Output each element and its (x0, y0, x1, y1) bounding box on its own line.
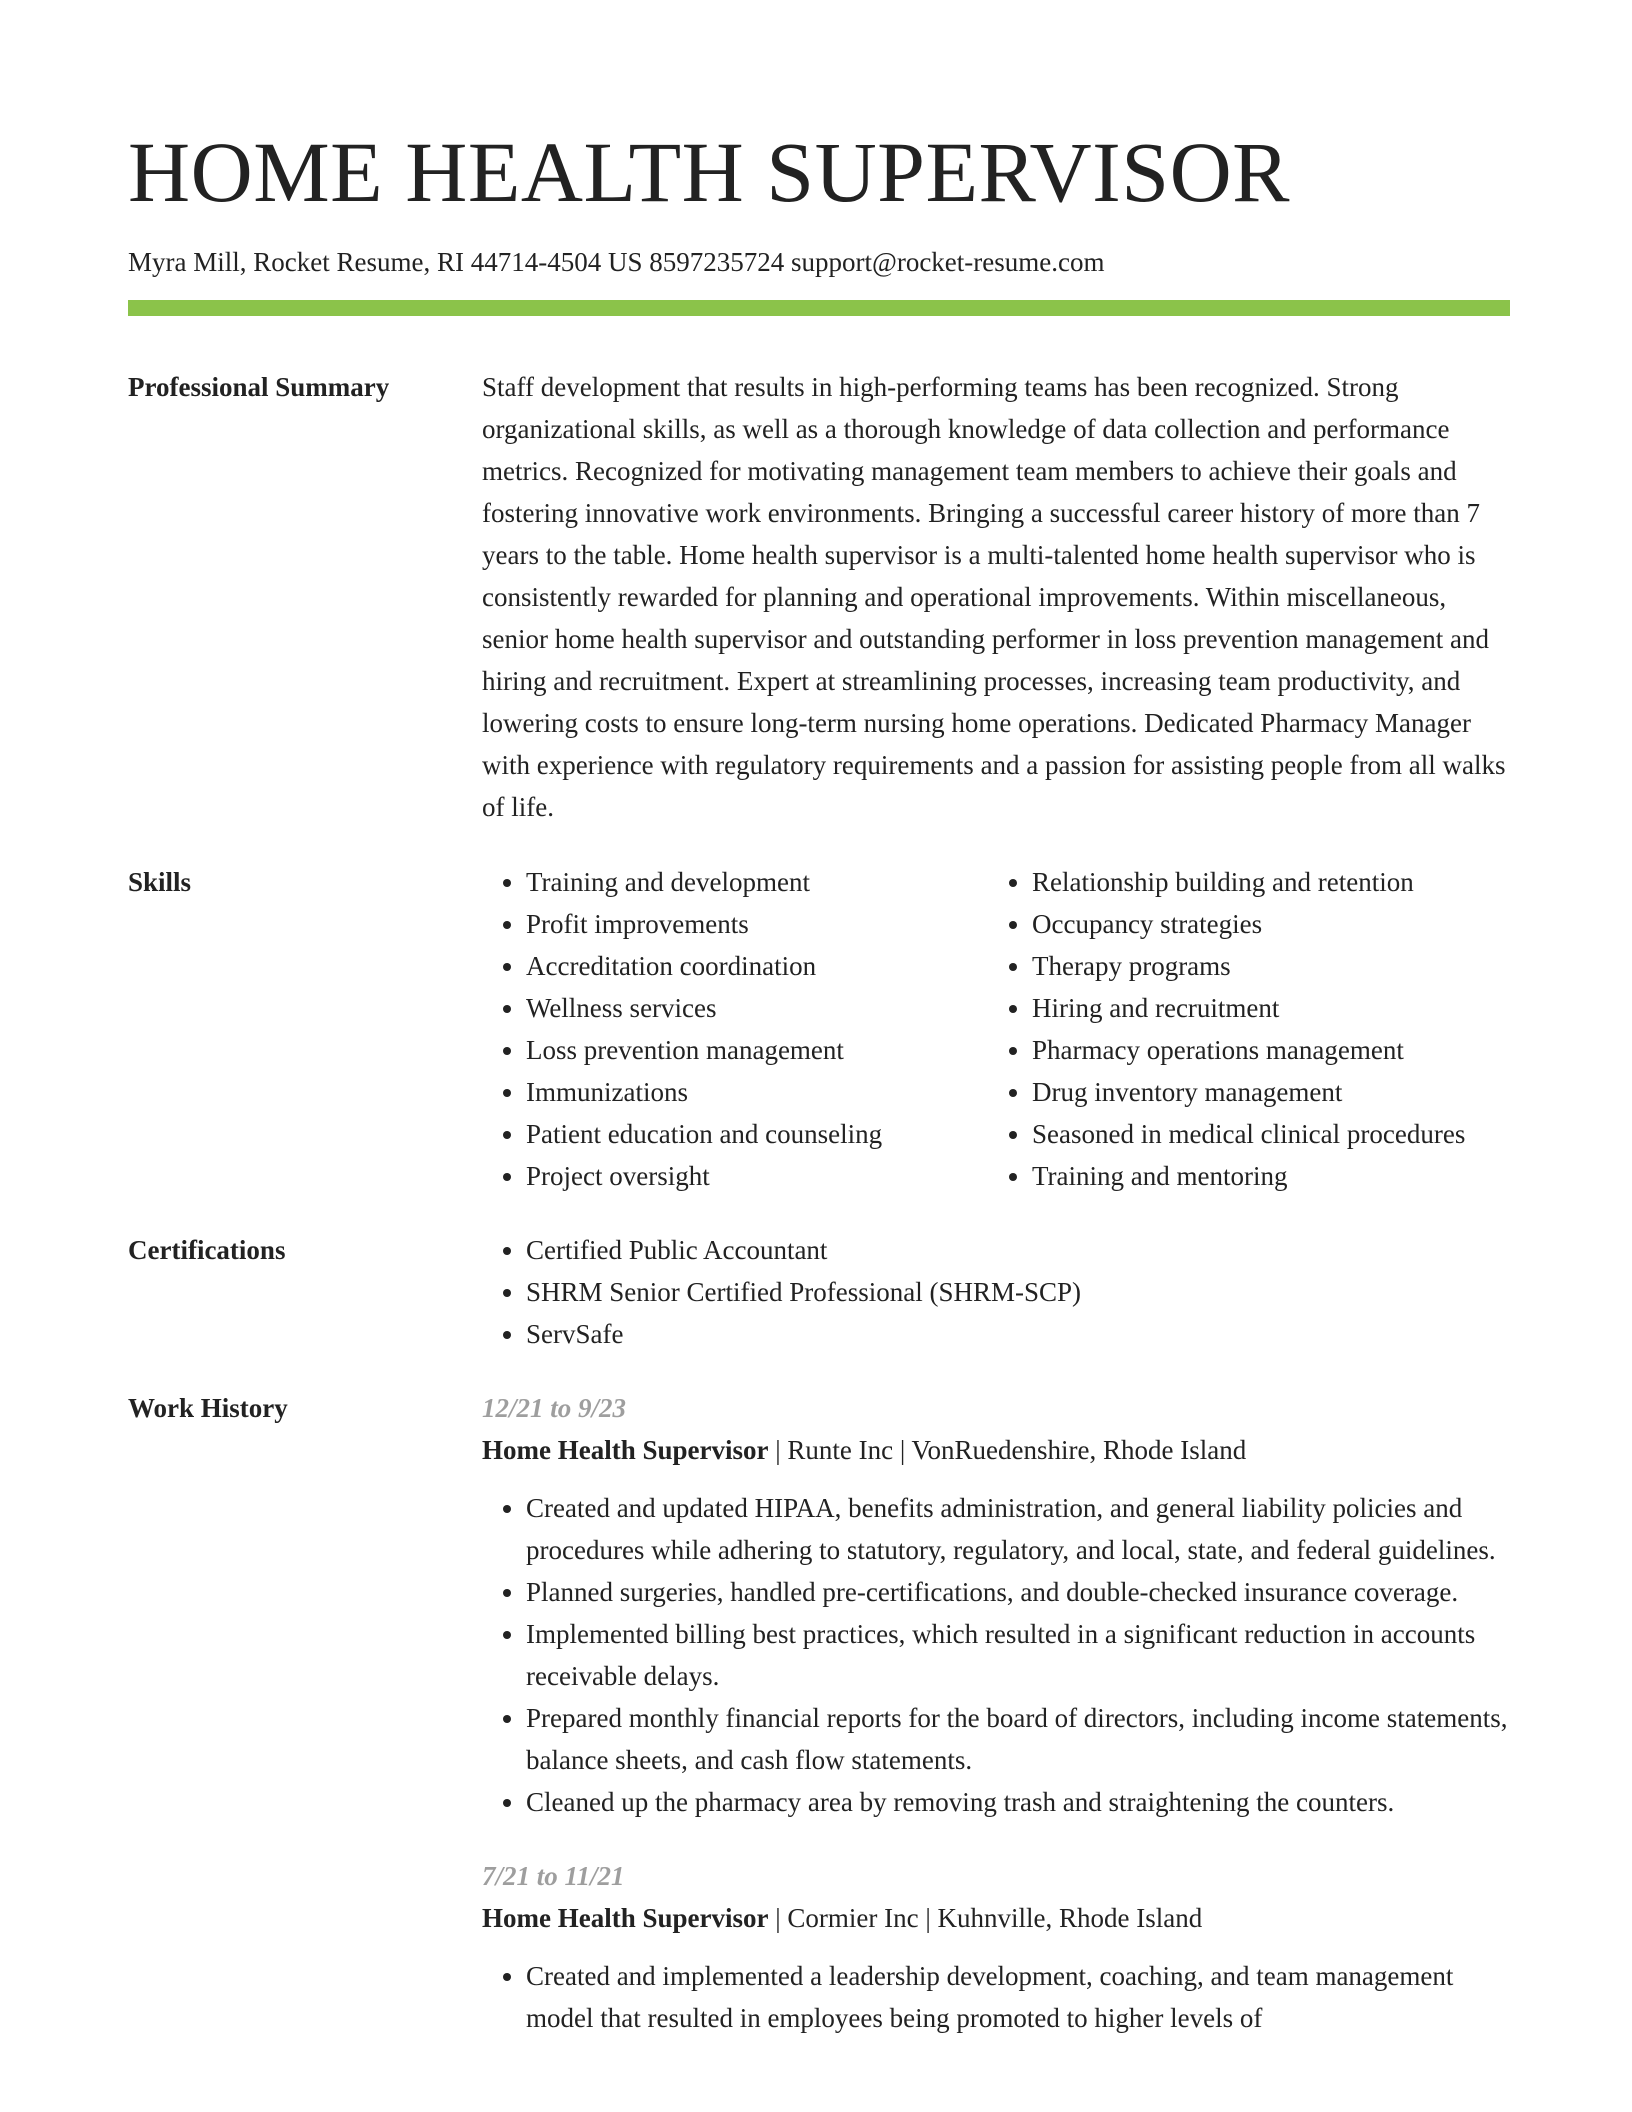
section-heading: Skills (128, 867, 192, 897)
skills-list-left (482, 861, 988, 1197)
skills-column-right (988, 861, 1494, 1197)
job-entry (482, 1387, 1510, 1823)
job-responsibilities (482, 1955, 1510, 2039)
skill-item: • Patient education and counseling (526, 1113, 988, 1155)
job-responsibilities (482, 1487, 1510, 1823)
skill-item: • Wellness services (526, 987, 988, 1029)
skill-item: • Seasoned in medical clinical procedures (1032, 1113, 1494, 1155)
accent-divider (128, 300, 1510, 316)
summary-paragraph: Staff development that results in high-performing teams has been recognized. Strong organizational skills, as well as a thorough knowledge of data collection and performance metrics. Recognized for motivating management team members to achieve their goals and fostering innovative work environments. Bringing a successful career history of more than 7 years to the table. Home health supervisor is a multi-talented home health supervisor who is consistently rewarded for planning and operational improvements. Within miscellaneous, senior home health supervisor and outstanding performer in loss prevention management and hiring and recruitment. Expert at streamlining processes, increasing team productivity, and lowering costs to ensure long-term nursing home operations. Dedicated Pharmacy Manager with experience with regulatory requirements and a passion for assisting people from all walks of life. (482, 372, 1506, 822)
skills-column-left (482, 861, 988, 1197)
section-heading: Work History (128, 1393, 288, 1423)
certification-item: • Certified Public Accountant (526, 1229, 1510, 1271)
skill-item: • Therapy programs (1032, 945, 1494, 987)
certifications-list (482, 1229, 1510, 1355)
skill-item: • Pharmacy operations management (1032, 1029, 1494, 1071)
skill-item: • Occupancy strategies (1032, 903, 1494, 945)
resume-page (128, 0, 1510, 2039)
section-content (482, 1229, 1510, 1355)
section-content (482, 861, 1510, 1197)
responsibility-item: • Created and implemented a leadership development, coaching, and team management model that resulted in employees being promoted to higher levels of (526, 1955, 1510, 2039)
section-heading: Professional Summary (128, 372, 390, 402)
skill-item: • Training and development (526, 861, 988, 903)
resume-title: HOME HEALTH SUPERVISOR (128, 124, 1291, 220)
certifications-section (128, 1229, 1510, 1355)
skill-item: • Training and mentoring (1032, 1155, 1494, 1197)
skill-item: • Relationship building and retention (1032, 861, 1494, 903)
job-title-line (482, 1897, 1510, 1939)
section-heading: Certifications (128, 1235, 286, 1265)
job-title-line (482, 1429, 1510, 1471)
job-employer-location: | Cormier Inc | Kuhnville, Rhode Island (768, 1903, 1203, 1933)
responsibility-item: • Created and updated HIPAA, benefits administration, and general liability policies and procedures while adhering to statutory, regulatory, and local, state, and federal guidelines. (526, 1487, 1510, 1571)
job-entry (482, 1855, 1510, 2039)
professional-summary-section (128, 366, 1510, 828)
skill-item: • Hiring and recruitment (1032, 987, 1494, 1029)
section-content (482, 1387, 1510, 2039)
skills-section (128, 861, 1510, 1197)
job-dates: 7/21 to 11/21 (482, 1861, 625, 1891)
certification-item: • SHRM Senior Certified Professional (SHRM-SCP) (526, 1271, 1510, 1313)
certification-item: • ServSafe (526, 1313, 1510, 1355)
job-title: Home Health Supervisor (482, 1435, 769, 1465)
skill-item: • Accreditation coordination (526, 945, 988, 987)
skill-item: • Loss prevention management (526, 1029, 988, 1071)
skill-item: • Drug inventory management (1032, 1071, 1494, 1113)
responsibility-item: • Implemented billing best practices, which resulted in a significant reduction in accounts receivable delays. (526, 1613, 1510, 1697)
skill-item: • Profit improvements (526, 903, 988, 945)
skill-item: • Project oversight (526, 1155, 988, 1197)
job-employer-location: | Runte Inc | VonRuedenshire, Rhode Island (768, 1435, 1247, 1465)
work-history-section (128, 1387, 1510, 2039)
section-content (482, 366, 1510, 828)
skills-grid (482, 861, 1510, 1197)
skill-item: • Immunizations (526, 1071, 988, 1113)
job-title: Home Health Supervisor (482, 1903, 769, 1933)
responsibility-item: • Cleaned up the pharmacy area by removing trash and straightening the counters. (526, 1781, 1510, 1823)
job-dates: 12/21 to 9/23 (482, 1393, 627, 1423)
responsibility-item: • Prepared monthly financial reports for the board of directors, including income statements, balance sheets, and cash flow statements. (526, 1697, 1510, 1781)
skills-list-right (988, 861, 1494, 1197)
responsibility-item: • Planned surgeries, handled pre-certifications, and double-checked insurance coverage. (526, 1571, 1510, 1613)
contact-line: Myra Mill, Rocket Resume, RI 44714-4504 US 8597235724 support@rocket-resume.com (128, 247, 1105, 277)
